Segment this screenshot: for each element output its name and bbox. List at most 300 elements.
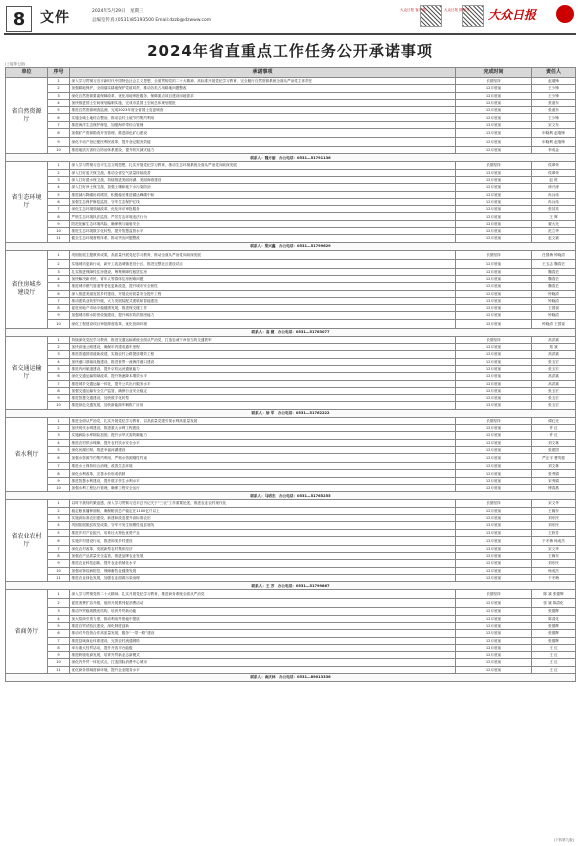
responsible-person: 钟晓清 王国禄 (532, 319, 576, 328)
responsible-person: 钟晓清 (532, 297, 576, 304)
responsible-person: 王翰东 (532, 553, 576, 560)
commitment-item: 推进自贸试验区建设，深化制度创新 (70, 622, 456, 629)
table-row (6, 485, 576, 492)
completion-time: 12月底前 (456, 666, 532, 673)
commitment-item: 加强耕地保护，全面落实耕地保护党政同责，推动各类占用耕地问题整改 (70, 85, 456, 92)
completion-time: 12月底前 (456, 85, 532, 92)
row-number: 5 (48, 446, 70, 453)
table-row (6, 470, 576, 477)
contact-info: 联系人：徐 军 办公电话：0531—51762222 (6, 409, 576, 417)
completion-time: 12月底前 (456, 169, 532, 176)
row-number: 9 (48, 138, 70, 147)
continued-to: (下转第九版) (553, 838, 574, 842)
table-row (6, 235, 576, 242)
row-number: 10 (48, 147, 70, 154)
contact-row (6, 409, 576, 417)
table-row (6, 477, 576, 484)
table-row (6, 622, 576, 629)
responsible-person: 刘东民 (532, 522, 576, 529)
commitment-item: 推进自然资源调查监测，完成2023年度全省国土变更调查 (70, 107, 456, 114)
row-number: 5 (48, 191, 70, 198)
responsible-person: 宋文华 (532, 545, 576, 552)
commitment-item: 推进城市燃气管道等老化更新改造，提升城市安全韧性 (70, 283, 456, 290)
row-number: 1 (48, 417, 70, 424)
completion-time: 12月底前 (456, 463, 532, 470)
responsible-person: 魏春芸 (532, 283, 576, 290)
commitment-item: 推进城乡交通运输一体化，提升公共出行服务水平 (70, 380, 456, 387)
commitment-item: 加强交通运输安全生产监管，确保行业安全稳定 (70, 387, 456, 394)
row-number: 8 (48, 305, 70, 312)
row-number: 2 (48, 599, 70, 608)
row-number: 6 (48, 536, 70, 545)
row-number: 1 (48, 162, 70, 169)
commitment-item: 实施高标准农田建设，新建和改造提升高标准农田 (70, 514, 456, 521)
responsible-person: 魏春芸 (532, 268, 576, 275)
row-number: 10 (48, 402, 70, 409)
completion-time: 12月底前 (456, 507, 532, 514)
header-person: 责任人 (532, 68, 576, 78)
commitment-item: 推进内河航道建设，提升京杭运河通航能力 (70, 365, 456, 372)
department-cell: 省水利厅 (6, 417, 48, 492)
responsible-person: 刘文林 (532, 439, 576, 446)
completion-time: 12月底前 (456, 446, 532, 453)
commitment-item: 严格生态环境执法监管，严厉打击环境违法行为 (70, 213, 456, 220)
table-row (6, 358, 576, 365)
completion-time: 12月底前 (456, 644, 532, 651)
completion-time: 12月底前 (456, 529, 532, 536)
completion-time: 12月底前 (456, 514, 532, 521)
table-row (6, 162, 576, 169)
row-number: 7 (48, 463, 70, 470)
table-row (6, 666, 576, 673)
commitment-item: 加强农产品质量安全监管，推进品牌农业发展 (70, 553, 456, 560)
table-row (6, 463, 576, 470)
commitment-item: 加快高速公路建设，确保年内建成通车里程 (70, 344, 456, 351)
row-number: 6 (48, 198, 70, 205)
completion-time: 12月底前 (456, 608, 532, 615)
completion-time: 12月底前 (456, 615, 532, 622)
completion-time: 12月底前 (456, 575, 532, 582)
row-number: 9 (48, 220, 70, 227)
table-row (6, 567, 576, 574)
completion-time: 12月底前 (456, 297, 532, 304)
completion-time: 长期坚持 (456, 417, 532, 424)
table-row (6, 275, 576, 282)
commitment-item: 推进农村供水保障，提升农村饮水安全水平 (70, 439, 456, 446)
row-number: 4 (48, 439, 70, 446)
responsible-person: 王玉志 魏春芸 (532, 259, 576, 268)
responsible-person: 高洪斌 (532, 380, 576, 387)
responsible-person: 徐兴涛 (532, 184, 576, 191)
department-cell: 省住房城乡建设厅 (6, 250, 48, 328)
row-number: 7 (48, 380, 70, 387)
contact-row (6, 582, 576, 590)
completion-time: 12月底前 (456, 567, 532, 574)
commitment-item: 推进农业科技创新，提升农业机械化水平 (70, 560, 456, 567)
table-row (6, 608, 576, 615)
responsible-person: 高洪斌 (532, 336, 576, 343)
responsible-person: 冉兵伟 (532, 191, 576, 198)
responsible-person: 张玉宏 (532, 402, 576, 409)
row-number: 6 (48, 630, 70, 637)
row-number: 5 (48, 107, 70, 114)
commitment-item: 深入打好碧水保卫战，持续推进美丽河湖、美丽海湾建设 (70, 176, 456, 183)
responsible-person: 李成金 (532, 147, 576, 154)
completion-time: 12月底前 (456, 560, 532, 567)
table-row (6, 380, 576, 387)
table-row (6, 290, 576, 297)
commitment-item: 推进绿色交通发展，加快新能源车辆推广应用 (70, 402, 456, 409)
table-row (6, 417, 576, 424)
commitment-item: 实施病险水库除险加固，提升水旱灾害防御能力 (70, 432, 456, 439)
row-number: 3 (48, 351, 70, 358)
department-cell: 省生态环境厅 (6, 162, 48, 242)
contact-info: 联系人：高 健 办公电话：0531—51763077 (6, 328, 576, 336)
responsible-person: 王 红 (532, 659, 576, 666)
header-rule (4, 33, 576, 35)
row-number: 6 (48, 114, 70, 121)
table-row (6, 545, 576, 552)
completion-time: 12月底前 (456, 351, 532, 358)
commitment-item: 加强水利工程运行管理，确保工程安全运行 (70, 485, 456, 492)
section-title: 文件 (40, 10, 70, 26)
completion-time: 12月底前 (456, 344, 532, 351)
commitment-item: 巩固拓展脱贫攻坚成果，守牢不发生规模性返贫底线 (70, 522, 456, 529)
completion-time: 12月底前 (456, 432, 532, 439)
row-number: 10 (48, 567, 70, 574)
commitment-item: 推动外贸稳规模优结构，培育外贸新动能 (70, 608, 456, 615)
responsible-person: 高洪斌 (532, 373, 576, 380)
commitment-item: 促进房地产市场平稳健康发展，推进保交楼工作 (70, 305, 456, 312)
responsible-person: 严正平 曹茂强 (532, 454, 576, 463)
responsible-person: 宋秀娟 (532, 477, 576, 484)
commitment-item: 优化商务领域营商环境，提升企业服务水平 (70, 666, 456, 673)
completion-time: 12月底前 (456, 545, 532, 552)
commitment-item: 深入推进美丽宜居乡村建设，开展农房质量安全提升工程 (70, 290, 456, 297)
table-row (6, 599, 576, 608)
responsible-person: 宋文东 (532, 121, 576, 128)
completion-time: 12月底前 (456, 235, 532, 242)
table-row (6, 250, 576, 259)
completion-time: 12月底前 (456, 637, 532, 644)
commitment-item: 深化不动产登记便民利民改革，提升登记服务效能 (70, 138, 456, 147)
table-row (6, 644, 576, 651)
completion-time: 12月底前 (456, 220, 532, 227)
row-number: 2 (48, 85, 70, 92)
responsible-person: 钟晓清 (532, 312, 576, 319)
completion-time: 12月底前 (456, 268, 532, 275)
completion-time: 12月底前 (456, 522, 532, 529)
table-row (6, 213, 576, 220)
contact-row (6, 492, 576, 500)
contact-row (6, 242, 576, 250)
commitment-item: 推进减污降碳协同增效，积极稳妥推进碳达峰碳中和 (70, 191, 456, 198)
row-number: 7 (48, 297, 70, 304)
responsible-person: 任国梅 钟晓清 (532, 250, 576, 259)
completion-time: 12月底前 (456, 290, 532, 297)
responsible-person: 陈清化 (532, 615, 576, 622)
row-number: 9 (48, 395, 70, 402)
completion-time: 12月底前 (456, 373, 532, 380)
table-row (6, 432, 576, 439)
header-item: 承诺事项 (70, 68, 456, 78)
table-row (6, 446, 576, 453)
responsible-person: 博春燕 (532, 485, 576, 492)
department-cell: 省交通运输厅 (6, 336, 48, 409)
commitment-item: 深化生态环境领域改革，优化环评审批服务 (70, 206, 456, 213)
contact-row (6, 154, 576, 162)
table-row (6, 283, 576, 290)
completion-time: 12月底前 (456, 191, 532, 198)
row-number: 11 (48, 575, 70, 582)
table-row (6, 85, 576, 92)
responsible-person: 冉兵伟 (532, 198, 576, 205)
completion-time: 12月底前 (456, 275, 532, 282)
commitment-item: 推进海洋生态保护修复，加强海岸带综合管理 (70, 121, 456, 128)
continued-from: (上接第七版) (5, 62, 26, 66)
table-row (6, 536, 576, 545)
row-number: 4 (48, 358, 70, 365)
commitment-item: 深化内外贸一体化试点，打造国际消费中心城市 (70, 659, 456, 666)
table-row (6, 615, 576, 622)
responsible-person: 王欣芳 (532, 529, 576, 536)
header-num: 序号 (48, 68, 70, 78)
responsible-person: 王国禄 (532, 305, 576, 312)
commitment-item: 加快港口基础设施建设，推进世界一流海洋港口建设 (70, 358, 456, 365)
commitment-item: 巩固拓展主题教育成果，高质量开展党纪学习教育，推动全面从严治党向纵深发展 (70, 250, 456, 259)
completion-time: 12月底前 (456, 454, 532, 463)
completion-time: 长期坚持 (456, 500, 532, 507)
completion-time: 12月底前 (456, 659, 532, 666)
completion-time: 12月底前 (456, 439, 532, 446)
completion-time: 12月底前 (456, 365, 532, 372)
commitment-item: 以时不我待的紧迫感，深入学习贯彻习近平总书记关于“三农”工作重要论述，推进农业农村现代化 (70, 500, 456, 507)
responsible-person: 陈 斌 张德辉 (532, 590, 576, 599)
table-row (6, 147, 576, 154)
commitment-item: 促进消费扩容升级，组织开展系列促消费活动 (70, 599, 456, 608)
responsible-person: 王 红 (532, 644, 576, 651)
completion-time: 12月底前 (456, 129, 532, 138)
responsible-person: 张建国 (532, 446, 576, 453)
commitment-item: 推进智慧交通建设，加快数字化转型 (70, 395, 456, 402)
row-number: 2 (48, 424, 70, 431)
completion-time: 12月底前 (456, 107, 532, 114)
table-row (6, 514, 576, 521)
row-number: 9 (48, 652, 70, 659)
commitment-item: 推进县域商业体系建设，完善农村流通网络 (70, 637, 456, 644)
row-number: 8 (48, 213, 70, 220)
department-cell: 省商务厅 (6, 590, 48, 674)
table-row (6, 176, 576, 183)
header-time: 完成时间 (456, 68, 532, 78)
commitment-item: 实施全域土地综合整治，推动农村土地节约集约利用 (70, 114, 456, 121)
completion-time: 12月底前 (456, 630, 532, 637)
row-number: 3 (48, 514, 70, 521)
responsible-person: 张玉宏 (532, 365, 576, 372)
table-row (6, 169, 576, 176)
commitment-item: 推进水土保持综合治理，改善生态环境 (70, 463, 456, 470)
table-row (6, 198, 576, 205)
table-row (6, 575, 576, 582)
table-row (6, 402, 576, 409)
row-number: 1 (48, 250, 70, 259)
responsible-person: 侯翠荣 (532, 162, 576, 169)
completion-time: 12月底前 (456, 147, 532, 154)
responsible-person: 翟大光 (532, 220, 576, 227)
commitment-item: 持续深化党纪学习教育，推进交通运输系统全面从严治党，打造忠诚干净担当的交通铁军 (70, 336, 456, 343)
header-unit: 单位 (6, 68, 48, 78)
department-cell: 省自然资源厅 (6, 78, 48, 154)
responsible-person: 张道东 (532, 107, 576, 114)
row-number: 3 (48, 92, 70, 99)
commitment-item: 推动对外投资合作高质量发展，服务“一带一路”建设 (70, 630, 456, 637)
table-row (6, 424, 576, 431)
department-cell: 省农业农村厅 (6, 500, 48, 582)
row-number: 7 (48, 637, 70, 644)
completion-time: 12月底前 (456, 485, 532, 492)
responsible-person: 宋文华 (532, 500, 576, 507)
table-row (6, 121, 576, 128)
table-row (6, 312, 576, 319)
completion-time: 12月底前 (456, 470, 532, 477)
table-row (6, 184, 576, 191)
completion-time: 长期坚持 (456, 78, 532, 85)
commitment-item: 加强水资源节约集约利用，严格水资源刚性约束 (70, 454, 456, 463)
row-number: 4 (48, 615, 70, 622)
table-row (6, 659, 576, 666)
row-number: 2 (48, 344, 70, 351)
newspaper-logo: 大众日报 (488, 8, 537, 22)
row-number: 5 (48, 365, 70, 372)
table-row (6, 107, 576, 114)
page-number: 8 (6, 6, 32, 32)
table-row (6, 373, 576, 380)
row-number: 3 (48, 268, 70, 275)
commitment-item: 深入打好净土保卫战，加强土壤和地下水污染防治 (70, 184, 456, 191)
responsible-person: 王 辉 (532, 213, 576, 220)
commitment-item: 实施城市更新行动，新开工改造城镇老旧小区，推进完整社区建设试点 (70, 259, 456, 268)
commitment-item: 推进全面从严治党，扎实开展党纪学习教育，以高质量党建引领水利高质量发展 (70, 417, 456, 424)
editor-contact: 总编室传真:(0531)85193500 Email:dzzb@dzwww.com (92, 18, 212, 23)
contact-info: 联系人：王 芳 办公电话：0531—51799867 (6, 582, 576, 590)
table-row (6, 522, 576, 529)
responsible-person: 张德辉 (532, 630, 576, 637)
row-number: 10 (48, 659, 70, 666)
table-row (6, 637, 576, 644)
responsible-person: 于冬梅 杨成杰 (532, 536, 576, 545)
row-number: 7 (48, 206, 70, 213)
table-row (6, 652, 576, 659)
row-number: 8 (48, 129, 70, 138)
row-number: 11 (48, 235, 70, 242)
completion-time: 12月底前 (456, 358, 532, 365)
completion-time: 12月底前 (456, 283, 532, 290)
completion-time: 12月底前 (456, 121, 532, 128)
contact-info: 联系人：曲庆林 办公电话：0531—89013336 (6, 674, 576, 682)
commitment-item: 加快推进国土空间规划编制实施，完成市县国土空间总体规划报批 (70, 99, 456, 106)
table-row (6, 351, 576, 358)
table-row (6, 630, 576, 637)
row-number: 2 (48, 259, 70, 268)
row-number: 4 (48, 184, 70, 191)
row-number: 10 (48, 319, 70, 328)
row-number: 6 (48, 454, 70, 463)
commitment-item: 深化农村改革，发展新型农村集体经济 (70, 545, 456, 552)
completion-time: 12月底前 (456, 402, 532, 409)
responsible-person: 张德辉 (532, 622, 576, 629)
row-number: 11 (48, 666, 70, 673)
row-number: 1 (48, 78, 70, 85)
completion-time: 12月底前 (456, 553, 532, 560)
commitment-item: 推进智慧水利建设，提升数字孪生水利水平 (70, 477, 456, 484)
responsible-person: 许 红 (532, 432, 576, 439)
table-row (6, 206, 576, 213)
table-row (6, 92, 576, 99)
row-number: 2 (48, 169, 70, 176)
commitment-item: 加强动物疫病防控，保障畜牧业健康发展 (70, 567, 456, 574)
responsible-person: 刘文林 (532, 463, 576, 470)
commitment-item: 加强生态保护修复监管，守牢生态保护红线 (70, 198, 456, 205)
commitment-item: 深入学习贯彻党的二十大精神，扎实开展党纪学习教育，推进商务系统全面从严治党 (70, 590, 456, 599)
commitment-item: 稳定粮食播种面积，确保粮食总产稳定在1100亿斤以上 (70, 507, 456, 514)
row-number: 3 (48, 432, 70, 439)
commitment-item: 加强矿产资源勘查开发管理，推进绿色矿山建设 (70, 129, 456, 138)
completion-time: 12月底前 (456, 305, 532, 312)
completion-time: 12月底前 (456, 395, 532, 402)
date-line: 2024年5月29日 星期三 (92, 9, 144, 14)
responsible-person: 杨成杰 (532, 567, 576, 574)
commitment-item: 举办重大经贸活动，提升开放平台能级 (70, 644, 456, 651)
row-number: 5 (48, 622, 70, 629)
completion-time: 12月底前 (456, 652, 532, 659)
completion-time: 12月底前 (456, 213, 532, 220)
row-number: 9 (48, 560, 70, 567)
commitment-item: 扎实推进保障性住房建设，筹集保障性租赁住房 (70, 268, 456, 275)
contact-info: 联系人：马明杰 办公电话：0531—51765255 (6, 492, 576, 500)
responsible-person: 王 红 (532, 652, 576, 659)
table-row (6, 78, 576, 85)
logo-emblem-icon (556, 5, 574, 23)
commitment-item: 深化交通运输领域改革，提升物流降本增效水平 (70, 373, 456, 380)
completion-time: 12月底前 (456, 228, 532, 235)
qr-label: 大众日报 客户端 (400, 8, 426, 12)
row-number: 4 (48, 522, 70, 529)
completion-time: 12月底前 (456, 198, 532, 205)
row-number: 4 (48, 99, 70, 106)
table-row (6, 99, 576, 106)
row-number: 9 (48, 477, 70, 484)
row-number: 8 (48, 644, 70, 651)
commitment-item: 推进生态环境数字化转型，提升智慧监管水平 (70, 228, 456, 235)
table-row (6, 259, 576, 268)
responsible-person: 钟晓清 (532, 290, 576, 297)
responsible-person: 王少锋 (532, 85, 576, 92)
commitment-item: 推进普通国省道新改建，实施农村公路提质增效工程 (70, 351, 456, 358)
responsible-person: 张玉宏 (532, 358, 576, 365)
completion-time: 12月底前 (456, 259, 532, 268)
commitment-item: 加大招商引资力度，推动利用外资稳中提质 (70, 615, 456, 622)
completion-time: 长期坚持 (456, 590, 532, 599)
responsible-person: 张玉宏 (532, 395, 576, 402)
row-number: 10 (48, 485, 70, 492)
table-row (6, 560, 576, 567)
responsible-person: 张 斌 陈清化 (532, 599, 576, 608)
responsible-person: 张德辉 (532, 608, 576, 615)
table-row (6, 387, 576, 394)
table-row (6, 500, 576, 507)
completion-time: 12月底前 (456, 387, 532, 394)
row-number: 8 (48, 470, 70, 477)
